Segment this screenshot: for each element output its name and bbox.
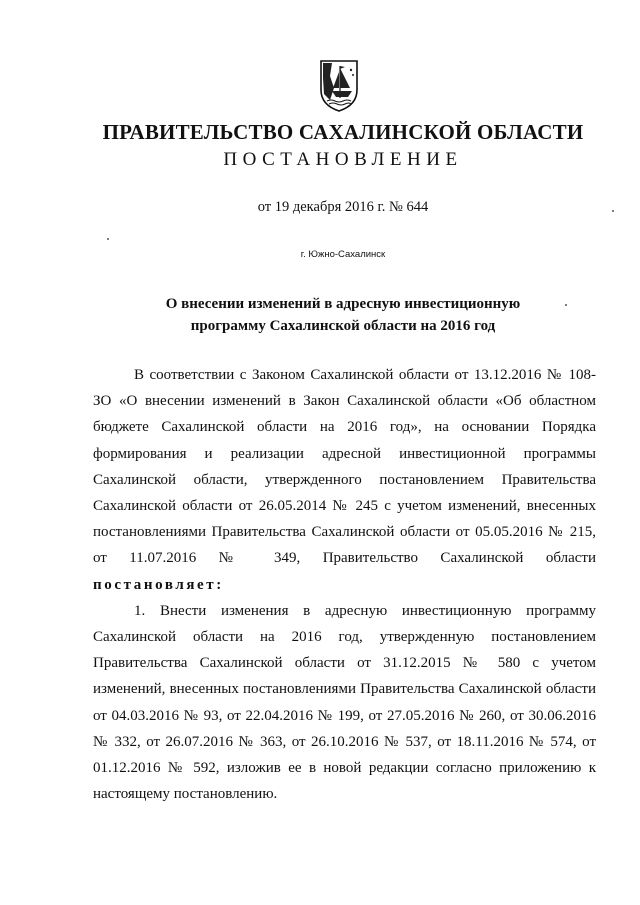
document-date-number: от 19 декабря 2016 г. № 644 bbox=[257, 199, 429, 215]
document-subject bbox=[0, 293, 640, 337]
document-body bbox=[93, 362, 596, 807]
document-type: ПОСТАНОВЛЕНИЕ bbox=[223, 149, 463, 170]
decree-word: постановляет: bbox=[93, 576, 224, 593]
document-place: г. Южно-Сахалинск bbox=[300, 249, 386, 260]
government-title: ПРАВИТЕЛЬСТВО САХАЛИНСКОЙ ОБЛАСТИ bbox=[102, 120, 584, 144]
preamble-paragraph bbox=[93, 362, 596, 598]
subject-line-1: О внесении изменений в адресную инвестиционную bbox=[165, 296, 521, 312]
sakhalin-coat-of-arms-icon bbox=[318, 58, 360, 112]
clause-1-text: 1. Внести изменения в адресную инвестиционную программу Сахалинской области на 2016 год, утвержденную постановлением Правительства Сахалинской области от 31.12.2015 № 580 с учетом изменений, внесенных постановлениями Правительства Сахалинской области от 04.03.2016 № 93, от 22.04.2016 № 199, от 27.05.2016 № 260, от 30.06.2016 № 332, от 26.07.2016 № 363, от 26.10.2016 № 537, от 18.11.2016 № 574, от 01.12.2016 № 592, изложив ее в новой редакции согласно приложению к настоящему постановлению. bbox=[93, 602, 596, 803]
preamble-text: В соответствии с Законом Сахалинской области от 13.12.2016 № 108-ЗО «О внесении изменений в Закон Сахалинской области «Об областном бюджете Сахалинской области на 2016 год», на основании Порядка формирования и реализации адресной инвестиционной программы Сахалинской области, утвержденного постановлением Правительства Сахалинской области от 26.05.2014 № 245 с учетом изменений, внесенных постановлениями Правительства Сахалинской области от 05.05.2016 № 215, от 11.07.2016 № 349, Правительство Сахалинской области bbox=[93, 367, 596, 567]
subject-line-2: программу Сахалинской области на 2016 год bbox=[190, 318, 496, 334]
clause-1-paragraph bbox=[93, 598, 596, 808]
